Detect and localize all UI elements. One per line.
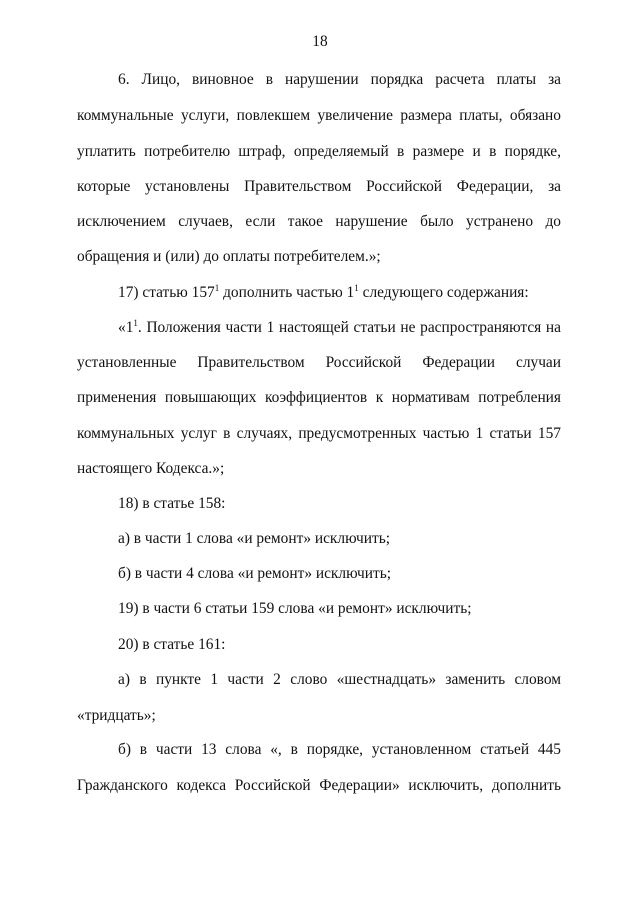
text-line: коммунальные услуги, повлекшем увеличение размера платы, обязано [77, 107, 561, 124]
text-line: применения повышающих коэффициентов к нормативам потребления [77, 389, 561, 406]
text-line: уплатить потребителю штраф, определяемый в размере и в порядке, [77, 143, 561, 160]
text-line [118, 284, 561, 302]
text-run: следующего содержания: [358, 284, 529, 301]
text-run: «1 [118, 319, 134, 336]
text-line: которые установлены Правительством Российской Федерации, за [77, 178, 561, 195]
superscript: 1 [214, 283, 220, 293]
text-line: коммунальных услуг в случаях, предусмотренных частью 1 статьи 157 [77, 425, 561, 442]
text-line: установленные Правительством Российской Федерации случаи [77, 354, 561, 371]
text-line: «тридцать»; [77, 707, 156, 724]
text-line: исключением случаев, если такое нарушение было устранено до [77, 213, 561, 230]
text-line: настоящего Кодекса.»; [77, 460, 225, 477]
text-line: б) в части 13 слова «, в порядке, установленном статьей 445 [118, 741, 561, 758]
text-line: а) в части 1 слова «и ремонт» исключить; [118, 530, 391, 547]
text-line: 6. Лицо, виновное в нарушении порядка расчета платы за [118, 71, 561, 88]
superscript: 1 [354, 283, 359, 293]
text-line: 19) в части 6 статьи 159 слова «и ремонт» исключить; [118, 600, 472, 617]
text-line: обращения и (или) до оплаты потребителем.»; [77, 248, 381, 265]
text-line: 20) в статье 161: [118, 636, 226, 653]
text-run: . Положения части 1 настоящей статьи не распространяются на [137, 319, 561, 336]
text-line [118, 319, 561, 337]
superscript: 1 [133, 318, 138, 328]
text-run: дополнить частью 1 [219, 284, 355, 301]
text-line: а) в пункте 1 части 2 слово «шестнадцать» заменить словом [118, 671, 561, 688]
text-line: Гражданского кодекса Российской Федерации» исключить, дополнить [77, 777, 561, 794]
text-line: б) в части 4 слова «и ремонт» исключить; [118, 565, 392, 582]
text-run: 17) статью 157 [118, 284, 215, 301]
text-line: 18) в статье 158: [118, 495, 226, 512]
page-number: 18 [312, 33, 328, 50]
